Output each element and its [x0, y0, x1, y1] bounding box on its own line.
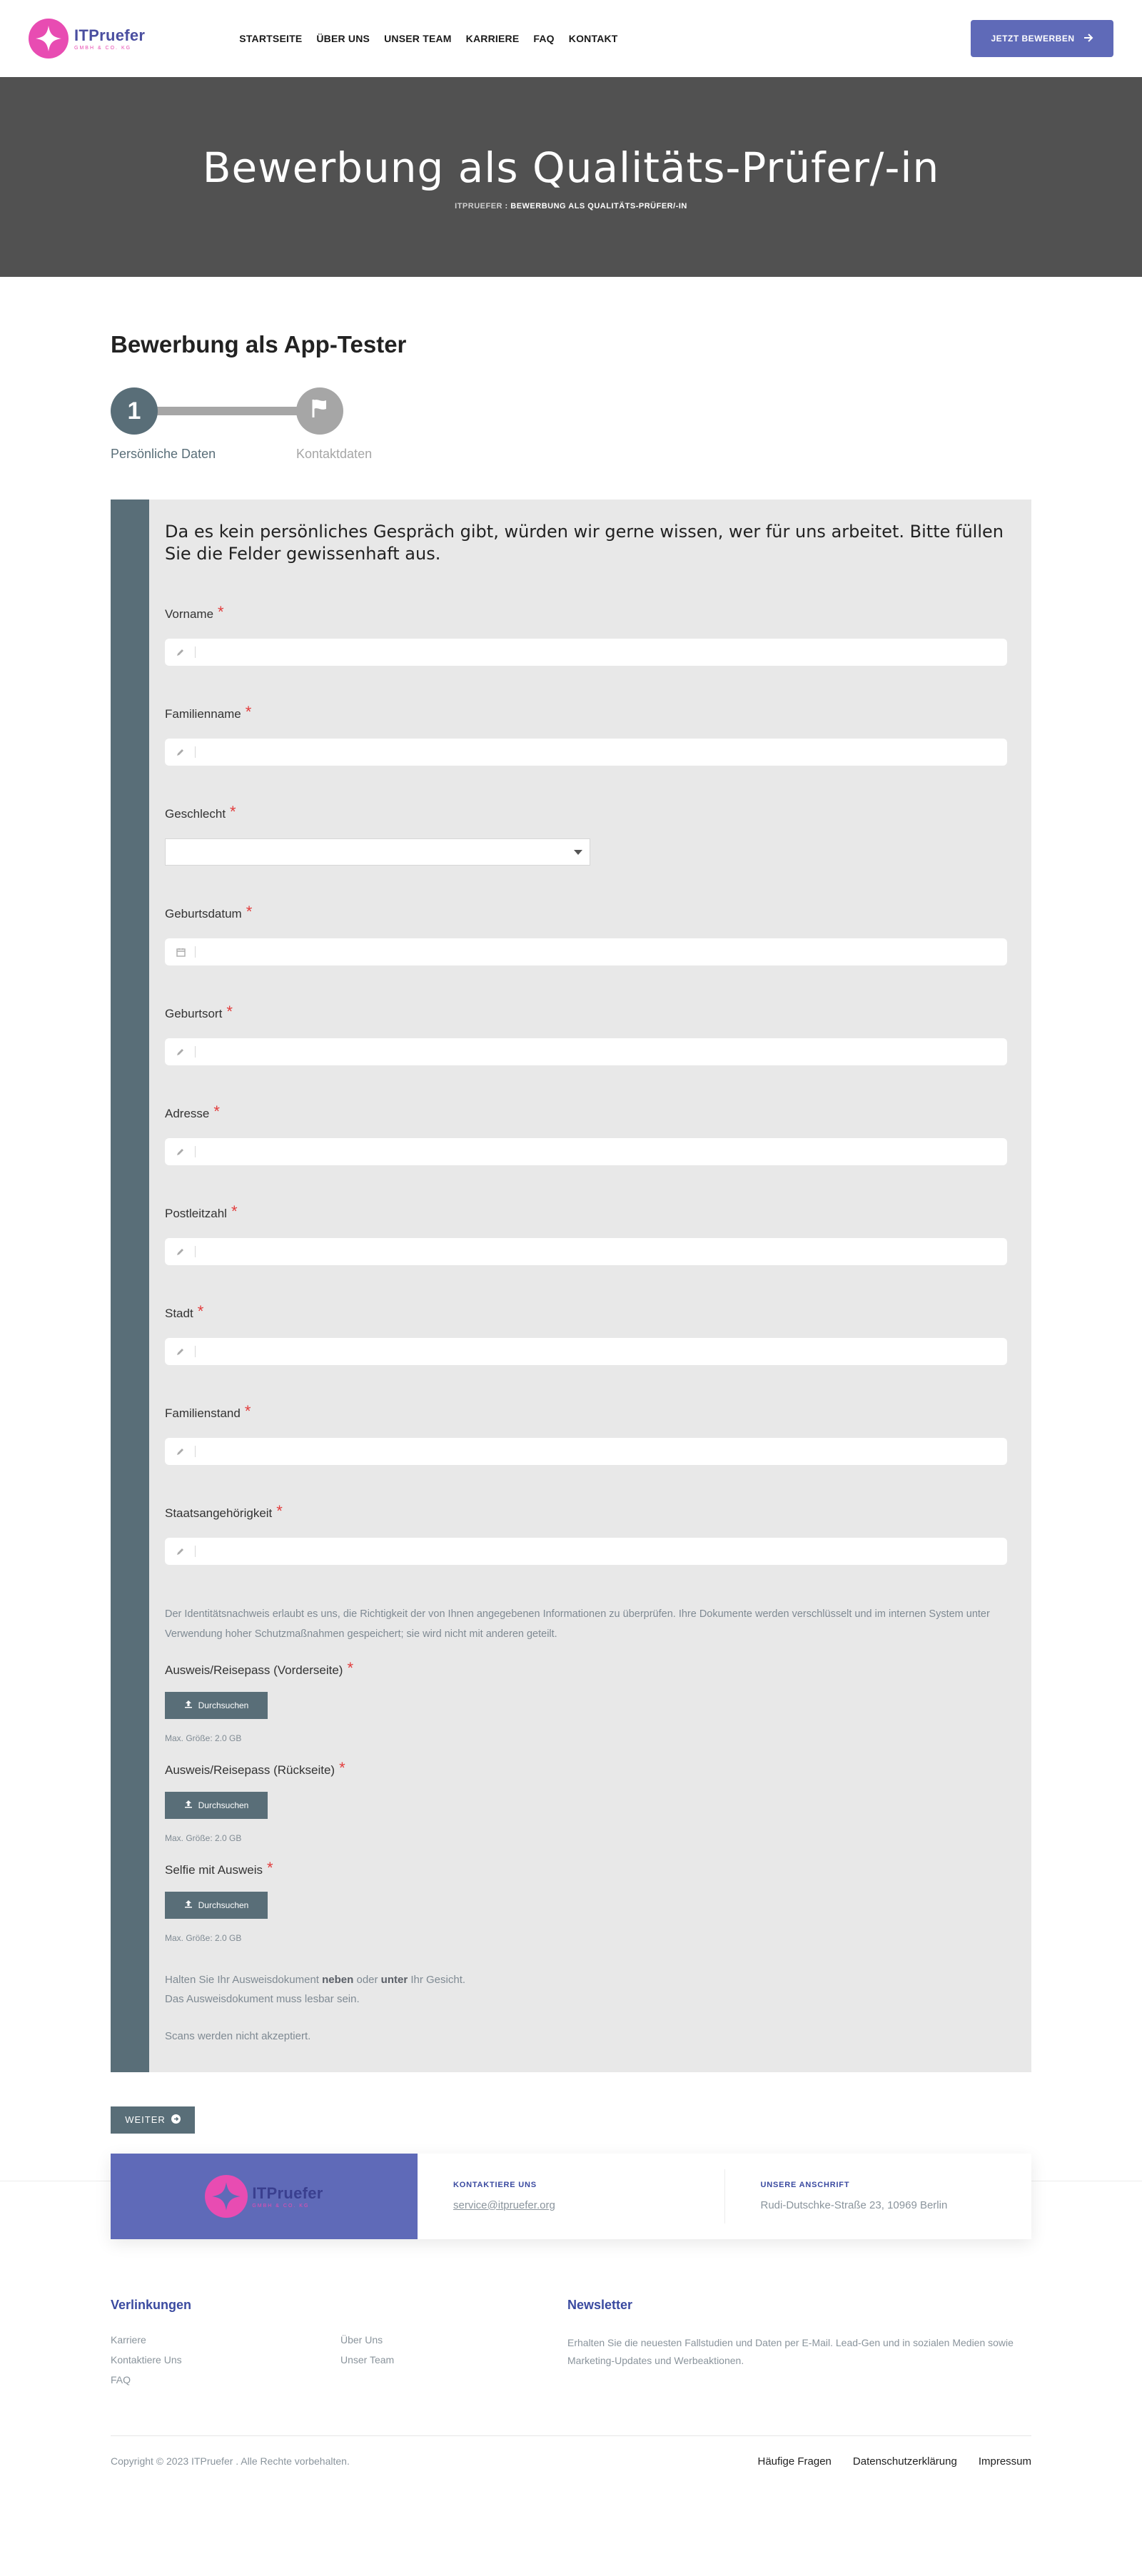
footer-link-karriere[interactable]: Karriere	[111, 2333, 146, 2346]
nav-ueber-uns[interactable]: ÜBER UNS	[316, 33, 370, 44]
browse-label: Durchsuchen	[198, 1700, 249, 1710]
hero-banner	[0, 77, 1142, 277]
label-adresse: Adresse	[165, 1107, 210, 1121]
required-mark: *	[245, 703, 252, 721]
upload-back	[165, 1758, 1007, 1843]
logo-subtitle: GMBH & CO. KG	[74, 46, 132, 51]
hint-line-3: Scans werden nicht akzeptiert.	[165, 2030, 311, 2043]
selfie-hints	[165, 1970, 1007, 2047]
browse-label: Durchsuchen	[198, 1900, 249, 1910]
nav-unser-team[interactable]: UNSER TEAM	[384, 33, 452, 44]
geburtsort-input-wrap	[165, 1038, 1007, 1065]
footer-newsletter	[567, 2298, 1031, 2385]
field-familienstand	[165, 1402, 1007, 1465]
field-geschlecht	[165, 803, 1007, 866]
required-mark: *	[276, 1502, 283, 1521]
star-logo-icon	[205, 2175, 248, 2218]
max-size-note: Max. Größe: 2.0 GB	[165, 1733, 242, 1743]
pencil-icon	[175, 1046, 186, 1058]
flag-icon	[309, 397, 330, 425]
browse-front-button[interactable]	[165, 1692, 268, 1719]
required-mark: *	[347, 1658, 354, 1677]
postleitzahl-input-wrap	[165, 1238, 1007, 1265]
footer-links	[111, 2298, 567, 2385]
staatsangehoerigkeit-input[interactable]	[204, 1538, 1007, 1565]
address-title: UNSERE ANSCHRIFT	[760, 2180, 850, 2189]
field-staatsangehoerigkeit	[165, 1502, 1007, 1565]
label-geburtsort: Geburtsort	[165, 1007, 223, 1021]
breadcrumb	[455, 202, 687, 211]
footer-link-faq-full[interactable]: Häufige Fragen	[757, 2455, 832, 2468]
pencil-icon	[175, 1446, 186, 1457]
pencil-icon	[175, 1246, 186, 1257]
geburtsort-input[interactable]	[204, 1038, 1007, 1065]
required-mark: *	[230, 803, 236, 821]
required-mark: *	[226, 1003, 233, 1021]
form-title: Bewerbung als App-Tester	[111, 331, 407, 358]
site-logo[interactable]	[29, 19, 145, 59]
familienstand-input[interactable]	[204, 1438, 1007, 1465]
star-logo-icon	[29, 19, 69, 59]
contact-address-block	[724, 2169, 1032, 2223]
step-1-label: Persönliche Daten	[111, 447, 216, 461]
field-familienname	[165, 703, 1007, 766]
page-title: Bewerbung als Qualitäts-Prüfer/-in	[202, 143, 940, 192]
field-geburtsort	[165, 1003, 1007, 1065]
max-size-note: Max. Größe: 2.0 GB	[165, 1832, 242, 1843]
footer-link-unser-team[interactable]: Unser Team	[340, 2353, 395, 2365]
upload-front	[165, 1658, 1007, 1743]
footer-link-kontakt[interactable]: Kontaktiere Uns	[111, 2353, 182, 2365]
stadt-input-wrap	[165, 1338, 1007, 1365]
contact-email-block	[418, 2154, 724, 2239]
copyright: Copyright © 2023 ITPruefer . Alle Rechte vorbehalten.	[111, 2455, 350, 2468]
label-staatsangehoerigkeit: Staatsangehörigkeit	[165, 1506, 273, 1521]
geburtsdatum-input-wrap	[165, 938, 1007, 965]
label-familienstand: Familienstand	[165, 1406, 241, 1421]
step-2-label: Kontaktdaten	[296, 447, 373, 461]
footer-bottom	[111, 2435, 1031, 2487]
upload-selfie	[165, 1858, 1007, 1943]
adresse-input-wrap	[165, 1138, 1007, 1165]
hint-line-1: Halten Sie Ihr Ausweisdokument neben oder unter Ihr Gesicht.	[165, 1973, 466, 1986]
next-label: WEITER	[125, 2114, 166, 2126]
site-header	[0, 0, 1142, 77]
form-panel	[111, 500, 1031, 2072]
familienname-input-wrap	[165, 739, 1007, 766]
upload-icon	[184, 1700, 193, 1710]
footer-link-impressum[interactable]: Impressum	[978, 2455, 1031, 2468]
max-size-note: Max. Größe: 2.0 GB	[165, 1932, 242, 1943]
address-text: Rudi-Dutschke-Straße 23, 10969 Berlin	[760, 2199, 948, 2211]
nav-kontakt[interactable]: KONTAKT	[568, 33, 618, 44]
nav-startseite[interactable]: STARTSEITE	[239, 33, 303, 44]
footer-links-title: Verlinkungen	[111, 2297, 192, 2312]
pencil-icon	[175, 1146, 186, 1157]
label-vorname: Vorname	[165, 607, 214, 622]
geschlecht-select[interactable]	[165, 838, 590, 866]
required-mark: *	[218, 603, 224, 622]
contact-brand-sub: GMBH & CO. KG	[252, 2203, 310, 2209]
footer-link-datenschutz[interactable]: Datenschutzerklärung	[852, 2455, 957, 2468]
newsletter-title: Newsletter	[567, 2297, 633, 2312]
nav-faq[interactable]: FAQ	[533, 33, 555, 44]
label-upload-selfie: Selfie mit Ausweis	[165, 1862, 263, 1877]
label-geburtsdatum: Geburtsdatum	[165, 907, 242, 921]
contact-section	[0, 2154, 1142, 2239]
site-footer	[111, 2298, 1031, 2487]
vorname-input[interactable]	[204, 639, 1007, 666]
logo-name: ITPruefer	[74, 26, 146, 44]
pencil-icon	[175, 646, 186, 658]
field-stadt	[165, 1302, 1007, 1365]
familienname-input[interactable]	[204, 739, 1007, 766]
label-geschlecht: Geschlecht	[165, 807, 226, 821]
arrow-circle-right-icon	[171, 2114, 181, 2126]
pencil-icon	[175, 1346, 186, 1357]
pencil-icon	[175, 746, 186, 758]
adresse-input[interactable]	[204, 1138, 1007, 1165]
breadcrumb-current: BEWERBUNG ALS QUALITÄTS-PRÜFER/-IN	[510, 202, 687, 211]
field-adresse	[165, 1102, 1007, 1165]
hint-line-2: Das Ausweisdokument muss lesbar sein.	[165, 1993, 360, 2006]
nav-karriere[interactable]: KARRIERE	[465, 33, 520, 44]
next-button[interactable]	[111, 2106, 195, 2134]
contact-card	[111, 2154, 1031, 2239]
step-connector	[153, 407, 303, 415]
form-intro: Da es kein persönliches Gespräch gibt, würden wir gerne wissen, wer für uns arbeitet. Bitte füllen Sie die Felder gewissenhaft aus.	[165, 522, 1004, 564]
id-verification-note: Der Identitätsnachweis erlaubt es uns, die Richtigkeit der von Ihnen angegebenen Informationen zu überprüfen. Ihre Dokumente werden verschlüsselt und im internen System unter Verwendung hoher Schutzmaßnahmen gespeichert; sie wird nicht mit anderen geteilt.	[165, 1608, 990, 1640]
stadt-input[interactable]	[204, 1338, 1007, 1365]
step-progress	[111, 385, 1031, 437]
browse-back-button[interactable]	[165, 1792, 268, 1819]
field-vorname	[165, 603, 1007, 666]
label-stadt: Stadt	[165, 1307, 193, 1321]
field-postleitzahl	[165, 1202, 1007, 1265]
footer-link-faq[interactable]: FAQ	[111, 2373, 131, 2385]
caret-down-icon	[574, 850, 582, 855]
required-mark: *	[244, 1402, 251, 1421]
staatsangehoerigkeit-input-wrap	[165, 1538, 1007, 1565]
step-1-indicator: 1	[111, 387, 158, 435]
arrow-right-icon	[1083, 34, 1093, 44]
postleitzahl-input[interactable]	[204, 1238, 1007, 1265]
upload-icon	[184, 1900, 193, 1910]
step-2-indicator	[296, 387, 343, 435]
geburtsdatum-input[interactable]	[204, 938, 1007, 965]
field-geburtsdatum	[165, 903, 1007, 965]
main-nav	[239, 33, 617, 44]
contact-brand	[111, 2154, 418, 2239]
newsletter-text: Erhalten Sie die neuesten Fallstudien und Daten per E-Mail. Lead-Gen und in sozialen Medien sowie Marketing-Updates und Werbeaktionen.	[567, 2336, 1014, 2366]
browse-selfie-button[interactable]	[165, 1892, 268, 1919]
contact-email-link[interactable]: service@itpruefer.org	[453, 2199, 555, 2211]
label-upload-back: Ausweis/Reisepass (Rückseite)	[165, 1763, 335, 1777]
contact-title: KONTAKTIERE UNS	[453, 2180, 537, 2189]
required-mark: *	[267, 1858, 273, 1877]
label-upload-front: Ausweis/Reisepass (Vorderseite)	[165, 1663, 343, 1677]
required-mark: *	[213, 1102, 220, 1121]
required-mark: *	[197, 1302, 204, 1321]
application-form	[111, 277, 1031, 2134]
breadcrumb-home[interactable]: ITPRUEFER	[455, 202, 502, 211]
required-mark: *	[339, 1758, 345, 1777]
label-familienname: Familienname	[165, 707, 241, 721]
contact-brand-name: ITPruefer	[252, 2184, 323, 2202]
calendar-icon	[175, 946, 186, 958]
required-mark: *	[231, 1202, 238, 1221]
browse-label: Durchsuchen	[198, 1800, 249, 1810]
upload-icon	[184, 1800, 193, 1810]
label-postleitzahl: Postleitzahl	[165, 1207, 227, 1221]
required-mark: *	[246, 903, 253, 921]
pencil-icon	[175, 1546, 186, 1557]
apply-now-label: JETZT BEWERBEN	[991, 34, 1075, 44]
vorname-input-wrap	[165, 639, 1007, 666]
familienstand-input-wrap	[165, 1438, 1007, 1465]
breadcrumb-separator: :	[502, 202, 511, 211]
footer-link-ueber-uns[interactable]: Über Uns	[340, 2333, 383, 2346]
apply-now-button[interactable]	[971, 20, 1113, 57]
